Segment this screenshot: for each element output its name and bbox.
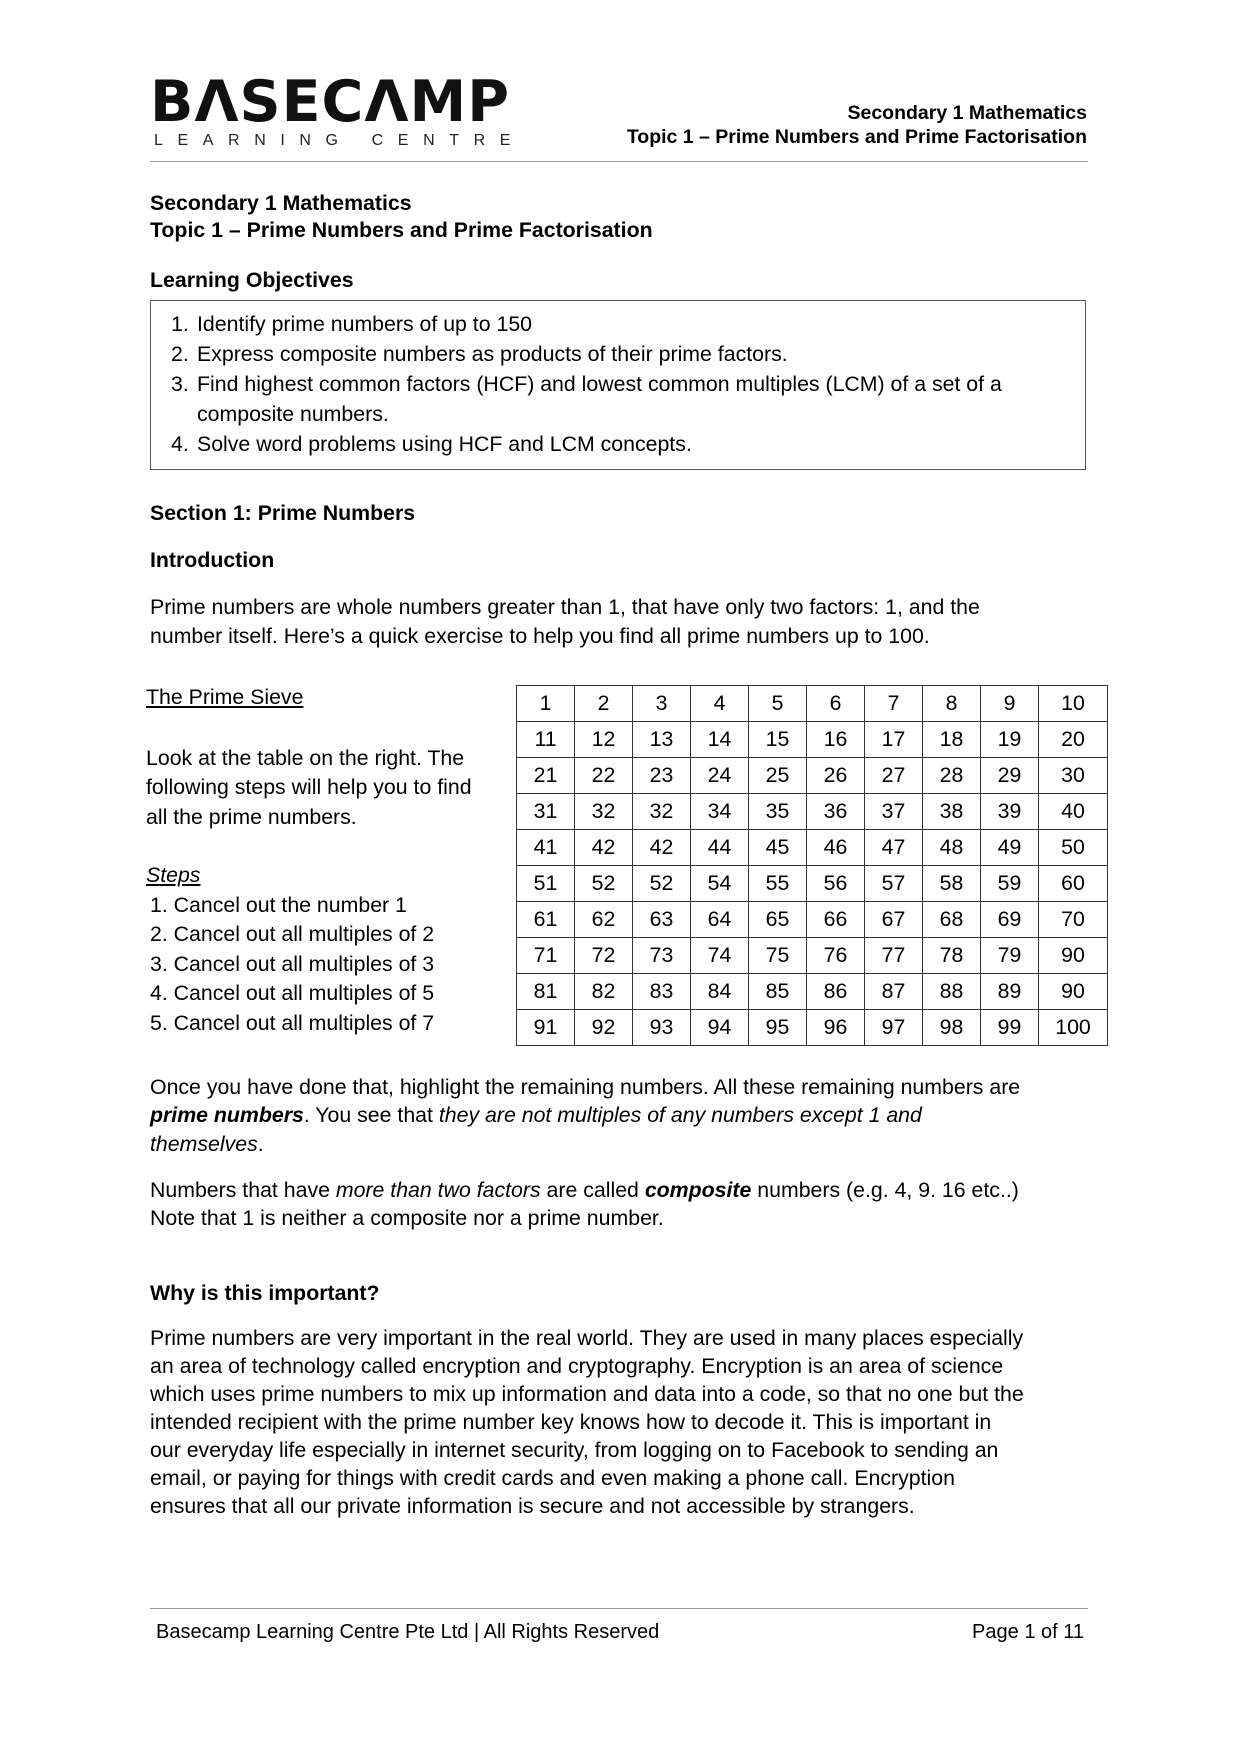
sieve-cell: 92 (575, 1010, 633, 1046)
sieve-cell: 35 (749, 794, 807, 830)
sieve-cell: 87 (865, 974, 923, 1010)
basecamp-logo (150, 69, 526, 154)
sieve-row (517, 686, 1108, 722)
sieve-cell: 71 (517, 938, 575, 974)
objective-text: Find highest common factors (HCF) and lowest common multiples (LCM) of a set of a (197, 372, 1002, 396)
paragraph-text: numbers (e.g. 4, 9. 16 etc..) (751, 1178, 1019, 1202)
sieve-cell: 31 (517, 794, 575, 830)
sieve-cell: 19 (981, 722, 1039, 758)
steps-heading: Steps (146, 863, 201, 887)
paragraph-text: Numbers that have (150, 1178, 336, 1202)
paragraph-italic: more than two factors (335, 1178, 541, 1202)
page-number: Page 1 of 11 (972, 1621, 1084, 1643)
step-item: 4. Cancel out all multiples of 5 (150, 981, 435, 1005)
sieve-row (517, 902, 1108, 938)
sieve-cell: 4 (691, 686, 749, 722)
sieve-cell: 93 (633, 1010, 691, 1046)
sieve-cell: 7 (865, 686, 923, 722)
header-course: Secondary 1 Mathematics (847, 102, 1087, 124)
sieve-cell: 52 (575, 866, 633, 902)
sieve-cell: 60 (1039, 866, 1108, 902)
sieve-cell: 17 (865, 722, 923, 758)
prime-sieve-title: The Prime Sieve (146, 685, 304, 709)
sieve-cell: 49 (981, 830, 1039, 866)
sieve-row (517, 722, 1108, 758)
sieve-row (517, 938, 1108, 974)
sieve-cell: 9 (981, 686, 1039, 722)
remaining-paragraph-line: Once you have done that, highlight the remaining numbers. All these remaining numbers are (150, 1075, 1021, 1099)
sieve-cell: 72 (575, 938, 633, 974)
sieve-cell: 41 (517, 830, 575, 866)
sieve-cell: 54 (691, 866, 749, 902)
sieve-cell: 96 (807, 1010, 865, 1046)
sieve-cell: 64 (691, 902, 749, 938)
sieve-cell: 91 (517, 1010, 575, 1046)
sieve-cell: 68 (923, 902, 981, 938)
importance-line: which uses prime numbers to mix up information and data into a code, so that no one but the (150, 1382, 1024, 1406)
sieve-cell: 38 (923, 794, 981, 830)
sieve-cell: 8 (923, 686, 981, 722)
footer-copyright: Basecamp Learning Centre Pte Ltd | All Rights Reserved (156, 1621, 660, 1643)
sieve-cell: 32 (633, 794, 691, 830)
sieve-cell: 75 (749, 938, 807, 974)
sieve-row (517, 830, 1108, 866)
sieve-cell: 94 (691, 1010, 749, 1046)
sieve-cell: 45 (749, 830, 807, 866)
sieve-cell: 32 (575, 794, 633, 830)
objective-number: 2. (171, 342, 189, 366)
sieve-row (517, 794, 1108, 830)
sieve-cell: 84 (691, 974, 749, 1010)
sieve-cell: 39 (981, 794, 1039, 830)
objective-number: 1. (171, 312, 189, 336)
sieve-cell: 66 (807, 902, 865, 938)
sieve-description-line: following steps will help you to find (146, 775, 472, 799)
sieve-cell: 70 (1039, 902, 1108, 938)
paragraph-text: . (257, 1132, 264, 1156)
sieve-cell: 88 (923, 974, 981, 1010)
step-item: 1. Cancel out the number 1 (150, 892, 407, 917)
sieve-cell: 10 (1039, 686, 1108, 722)
doc-topic-title: Topic 1 – Prime Numbers and Prime Factorisation (150, 218, 653, 242)
sieve-cell: 37 (865, 794, 923, 830)
sieve-cell: 30 (1039, 758, 1108, 794)
sieve-cell: 25 (749, 758, 807, 794)
section-heading: Section 1: Prime Numbers (150, 501, 416, 525)
paragraph-italic: they are not multiples of any numbers except 1 and (438, 1103, 922, 1127)
sieve-cell: 48 (923, 830, 981, 866)
paragraph-italic: themselves (150, 1132, 258, 1156)
sieve-cell: 51 (517, 866, 575, 902)
sieve-cell: 58 (923, 866, 981, 902)
sieve-cell: 2 (575, 686, 633, 722)
sieve-cell: 74 (691, 938, 749, 974)
sieve-cell: 79 (981, 938, 1039, 974)
sieve-cell: 78 (923, 938, 981, 974)
sieve-cell: 62 (575, 902, 633, 938)
sieve-cell: 36 (807, 794, 865, 830)
sieve-cell: 46 (807, 830, 865, 866)
composite-emphasis: composite (644, 1178, 752, 1202)
sieve-cell: 57 (865, 866, 923, 902)
sieve-cell: 69 (981, 902, 1039, 938)
sieve-cell: 90 (1039, 974, 1108, 1010)
sieve-cell: 98 (923, 1010, 981, 1046)
sieve-cell: 42 (575, 830, 633, 866)
importance-line: an area of technology called encryption and cryptography. Encryption is an area of science (150, 1354, 1004, 1378)
sieve-cell: 97 (865, 1010, 923, 1046)
sieve-cell: 81 (517, 974, 575, 1010)
objectives-heading: Learning Objectives (150, 268, 354, 292)
sieve-cell: 63 (633, 902, 691, 938)
sieve-cell: 6 (807, 686, 865, 722)
header-divider (150, 161, 1088, 162)
paragraph-text: . You see that (303, 1103, 439, 1127)
sieve-cell: 99 (981, 1010, 1039, 1046)
prime-sieve-instructions (146, 683, 496, 1038)
paragraph-text: are called (540, 1178, 645, 1202)
introduction-heading: Introduction (150, 548, 275, 572)
sieve-cell: 76 (807, 938, 865, 974)
footer-divider (150, 1608, 1088, 1609)
sieve-cell: 16 (807, 722, 865, 758)
objective-text: Identify prime numbers of up to 150 (197, 312, 533, 336)
sieve-cell: 44 (691, 830, 749, 866)
sieve-cell: 52 (633, 866, 691, 902)
sieve-cell: 34 (691, 794, 749, 830)
importance-line: Prime numbers are very important in the real world. They are used in many places especially (150, 1326, 1024, 1350)
sieve-cell: 40 (1039, 794, 1108, 830)
sieve-row (517, 1010, 1108, 1046)
sieve-cell: 28 (923, 758, 981, 794)
sieve-row (517, 974, 1108, 1010)
running-header (627, 101, 1087, 149)
sieve-cell: 29 (981, 758, 1039, 794)
objective-text: Express composite numbers as products of their prime factors. (197, 342, 788, 366)
sieve-cell: 100 (1039, 1010, 1108, 1046)
importance-line: ensures that all our private information is secure and not accessible by strangers. (150, 1494, 915, 1518)
importance-line: our everyday life especially in internet security, from logging on to Facebook to sending an (150, 1438, 999, 1462)
composite-paragraph-line (150, 1176, 1019, 1205)
remaining-paragraph-line (150, 1101, 922, 1130)
objective-item (171, 339, 1002, 369)
composite-paragraph-line: Note that 1 is neither a composite nor a prime number. (150, 1206, 664, 1230)
sieve-cell: 5 (749, 686, 807, 722)
sieve-cell: 24 (691, 758, 749, 794)
sieve-row (517, 758, 1108, 794)
objectives-list (171, 309, 1002, 459)
logo-subtitle: LEARNING CENTRE (154, 132, 526, 149)
importance-line: intended recipient with the prime number key knows how to decode it. This is important in (150, 1410, 992, 1434)
header-topic: Topic 1 – Prime Numbers and Prime Factorisation (626, 126, 1087, 148)
steps-list (146, 891, 496, 1039)
sieve-cell: 59 (981, 866, 1039, 902)
remaining-paragraph-line (150, 1130, 264, 1159)
sieve-cell: 47 (865, 830, 923, 866)
sieve-cell: 20 (1039, 722, 1108, 758)
sieve-cell: 23 (633, 758, 691, 794)
objective-text-continued: composite numbers. (197, 402, 389, 426)
sieve-cell: 18 (923, 722, 981, 758)
sieve-cell: 86 (807, 974, 865, 1010)
importance-line: email, or paying for things with credit cards and even making a phone call. Encryption (150, 1466, 955, 1490)
objective-item (171, 369, 1002, 429)
sieve-cell: 42 (633, 830, 691, 866)
sieve-cell: 11 (517, 722, 575, 758)
sieve-cell: 55 (749, 866, 807, 902)
objectives-box (150, 300, 1086, 470)
sieve-cell: 83 (633, 974, 691, 1010)
objective-item (171, 429, 1002, 459)
sieve-cell: 14 (691, 722, 749, 758)
objective-item (171, 309, 1002, 339)
sieve-cell: 85 (749, 974, 807, 1010)
sieve-row (517, 866, 1108, 902)
sieve-cell: 1 (517, 686, 575, 722)
intro-line: number itself. Here’s a quick exercise to help you find all prime numbers up to 100. (150, 624, 930, 648)
sieve-cell: 27 (865, 758, 923, 794)
prime-numbers-emphasis: prime numbers (150, 1103, 304, 1127)
sieve-cell: 67 (865, 902, 923, 938)
doc-course-title: Secondary 1 Mathematics (150, 191, 412, 215)
sieve-cell: 13 (633, 722, 691, 758)
sieve-cell: 90 (1039, 938, 1108, 974)
intro-line: Prime numbers are whole numbers greater than 1, that have only two factors: 1, and the (150, 595, 980, 619)
importance-heading: Why is this important? (150, 1281, 380, 1305)
step-item: 5. Cancel out all multiples of 7 (150, 1010, 435, 1035)
logo-wordmark: BΛSECΛMP (150, 69, 510, 135)
step-item: 2. Cancel out all multiples of 2 (150, 922, 435, 946)
sieve-cell: 61 (517, 902, 575, 938)
sieve-cell: 26 (807, 758, 865, 794)
sieve-cell: 73 (633, 938, 691, 974)
sieve-cell: 12 (575, 722, 633, 758)
sieve-cell: 21 (517, 758, 575, 794)
sieve-cell: 56 (807, 866, 865, 902)
sieve-description-line: Look at the table on the right. The (146, 745, 465, 770)
sieve-cell: 89 (981, 974, 1039, 1010)
objective-number: 3. (171, 372, 189, 396)
sieve-cell: 82 (575, 974, 633, 1010)
sieve-description-line: all the prime numbers. (146, 804, 357, 829)
sieve-cell: 95 (749, 1010, 807, 1046)
prime-sieve-table (516, 685, 1108, 1046)
sieve-cell: 77 (865, 938, 923, 974)
objective-text: Solve word problems using HCF and LCM concepts. (197, 432, 692, 456)
sieve-cell: 65 (749, 902, 807, 938)
sieve-cell: 50 (1039, 830, 1108, 866)
sieve-cell: 22 (575, 758, 633, 794)
step-item: 3. Cancel out all multiples of 3 (150, 951, 435, 976)
sieve-cell: 15 (749, 722, 807, 758)
objective-number: 4. (171, 432, 189, 456)
sieve-cell: 3 (633, 686, 691, 722)
